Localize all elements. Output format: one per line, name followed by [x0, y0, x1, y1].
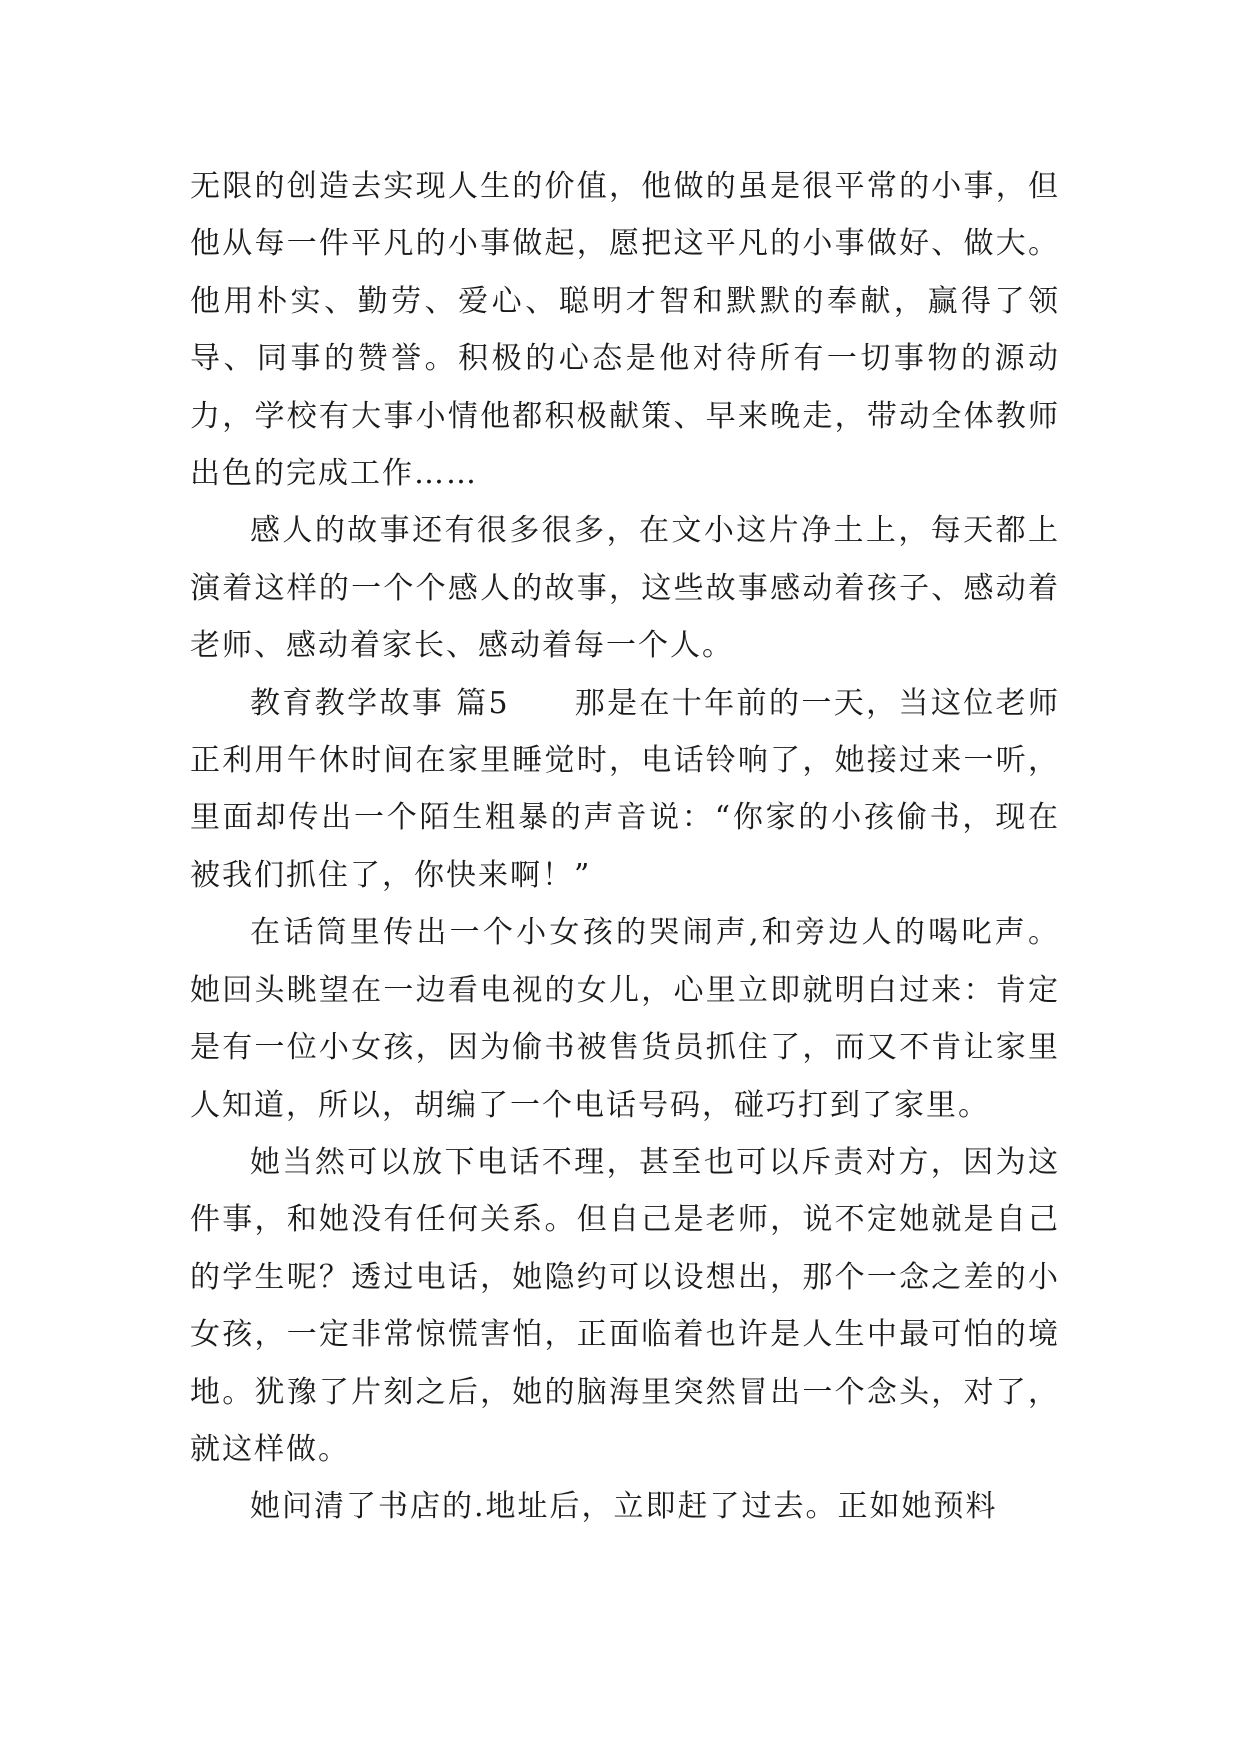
- paragraph: 她问清了书店的.地址后，立即赶了过去。正如她预料: [250, 1489, 998, 1525]
- paragraph: 教育教学故事 篇5 那是在十年前的一天，当这位老师正利用午休时间在家里睡觉时，电话铃响了，她接过来一听，里面却传出一个陌生粗暴的声音说：“你家的小孩偷书，现在被我们抓住了，你快来啊！”: [190, 685, 1060, 893]
- paragraph: 在话筒里传出一个小女孩的哭闹声,和旁边人的喝叱声。她回头眺望在一边看电视的女儿，心里立即就明白过来：肯定是有一位小女孩，因为偷书被售货员抓住了，而又不肯让家里人知道，所以，胡编了一个电话号码，碰巧打到了家里。: [190, 915, 1060, 1123]
- paragraph: 无限的创造去实现人生的价值，他做的虽是很平常的小事，但他从每一件平凡的小事做起，愿把这平凡的小事做好、做大。他用朴实、勤劳、爱心、聪明才智和默默的奉献，赢得了领导、同事的赞誉。积极的心态是他对待所有一切事物的源动力，学校有大事小情他都积极献策、早来晚走，带动全体教师出色的完成工作……: [190, 169, 1060, 492]
- paragraph: 感人的故事还有很多很多，在文小这片净土上，每天都上演着这样的一个个感人的故事，这些故事感动着孩子、感动着老师、感动着家长、感动着每一个人。: [190, 513, 1060, 664]
- paragraph: 她当然可以放下电话不理，甚至也可以斥责对方，因为这件事，和她没有任何关系。但自己是老师，说不定她就是自己的学生呢？透过电话，她隐约可以设想出，那个一念之差的小女孩，一定非常惊慌害怕，正面临着也许是人生中最可怕的境地。犹豫了片刻之后，她的脑海里突然冒出一个念头，对了，就这样做。: [190, 1144, 1060, 1467]
- document-body: [190, 158, 1060, 1536]
